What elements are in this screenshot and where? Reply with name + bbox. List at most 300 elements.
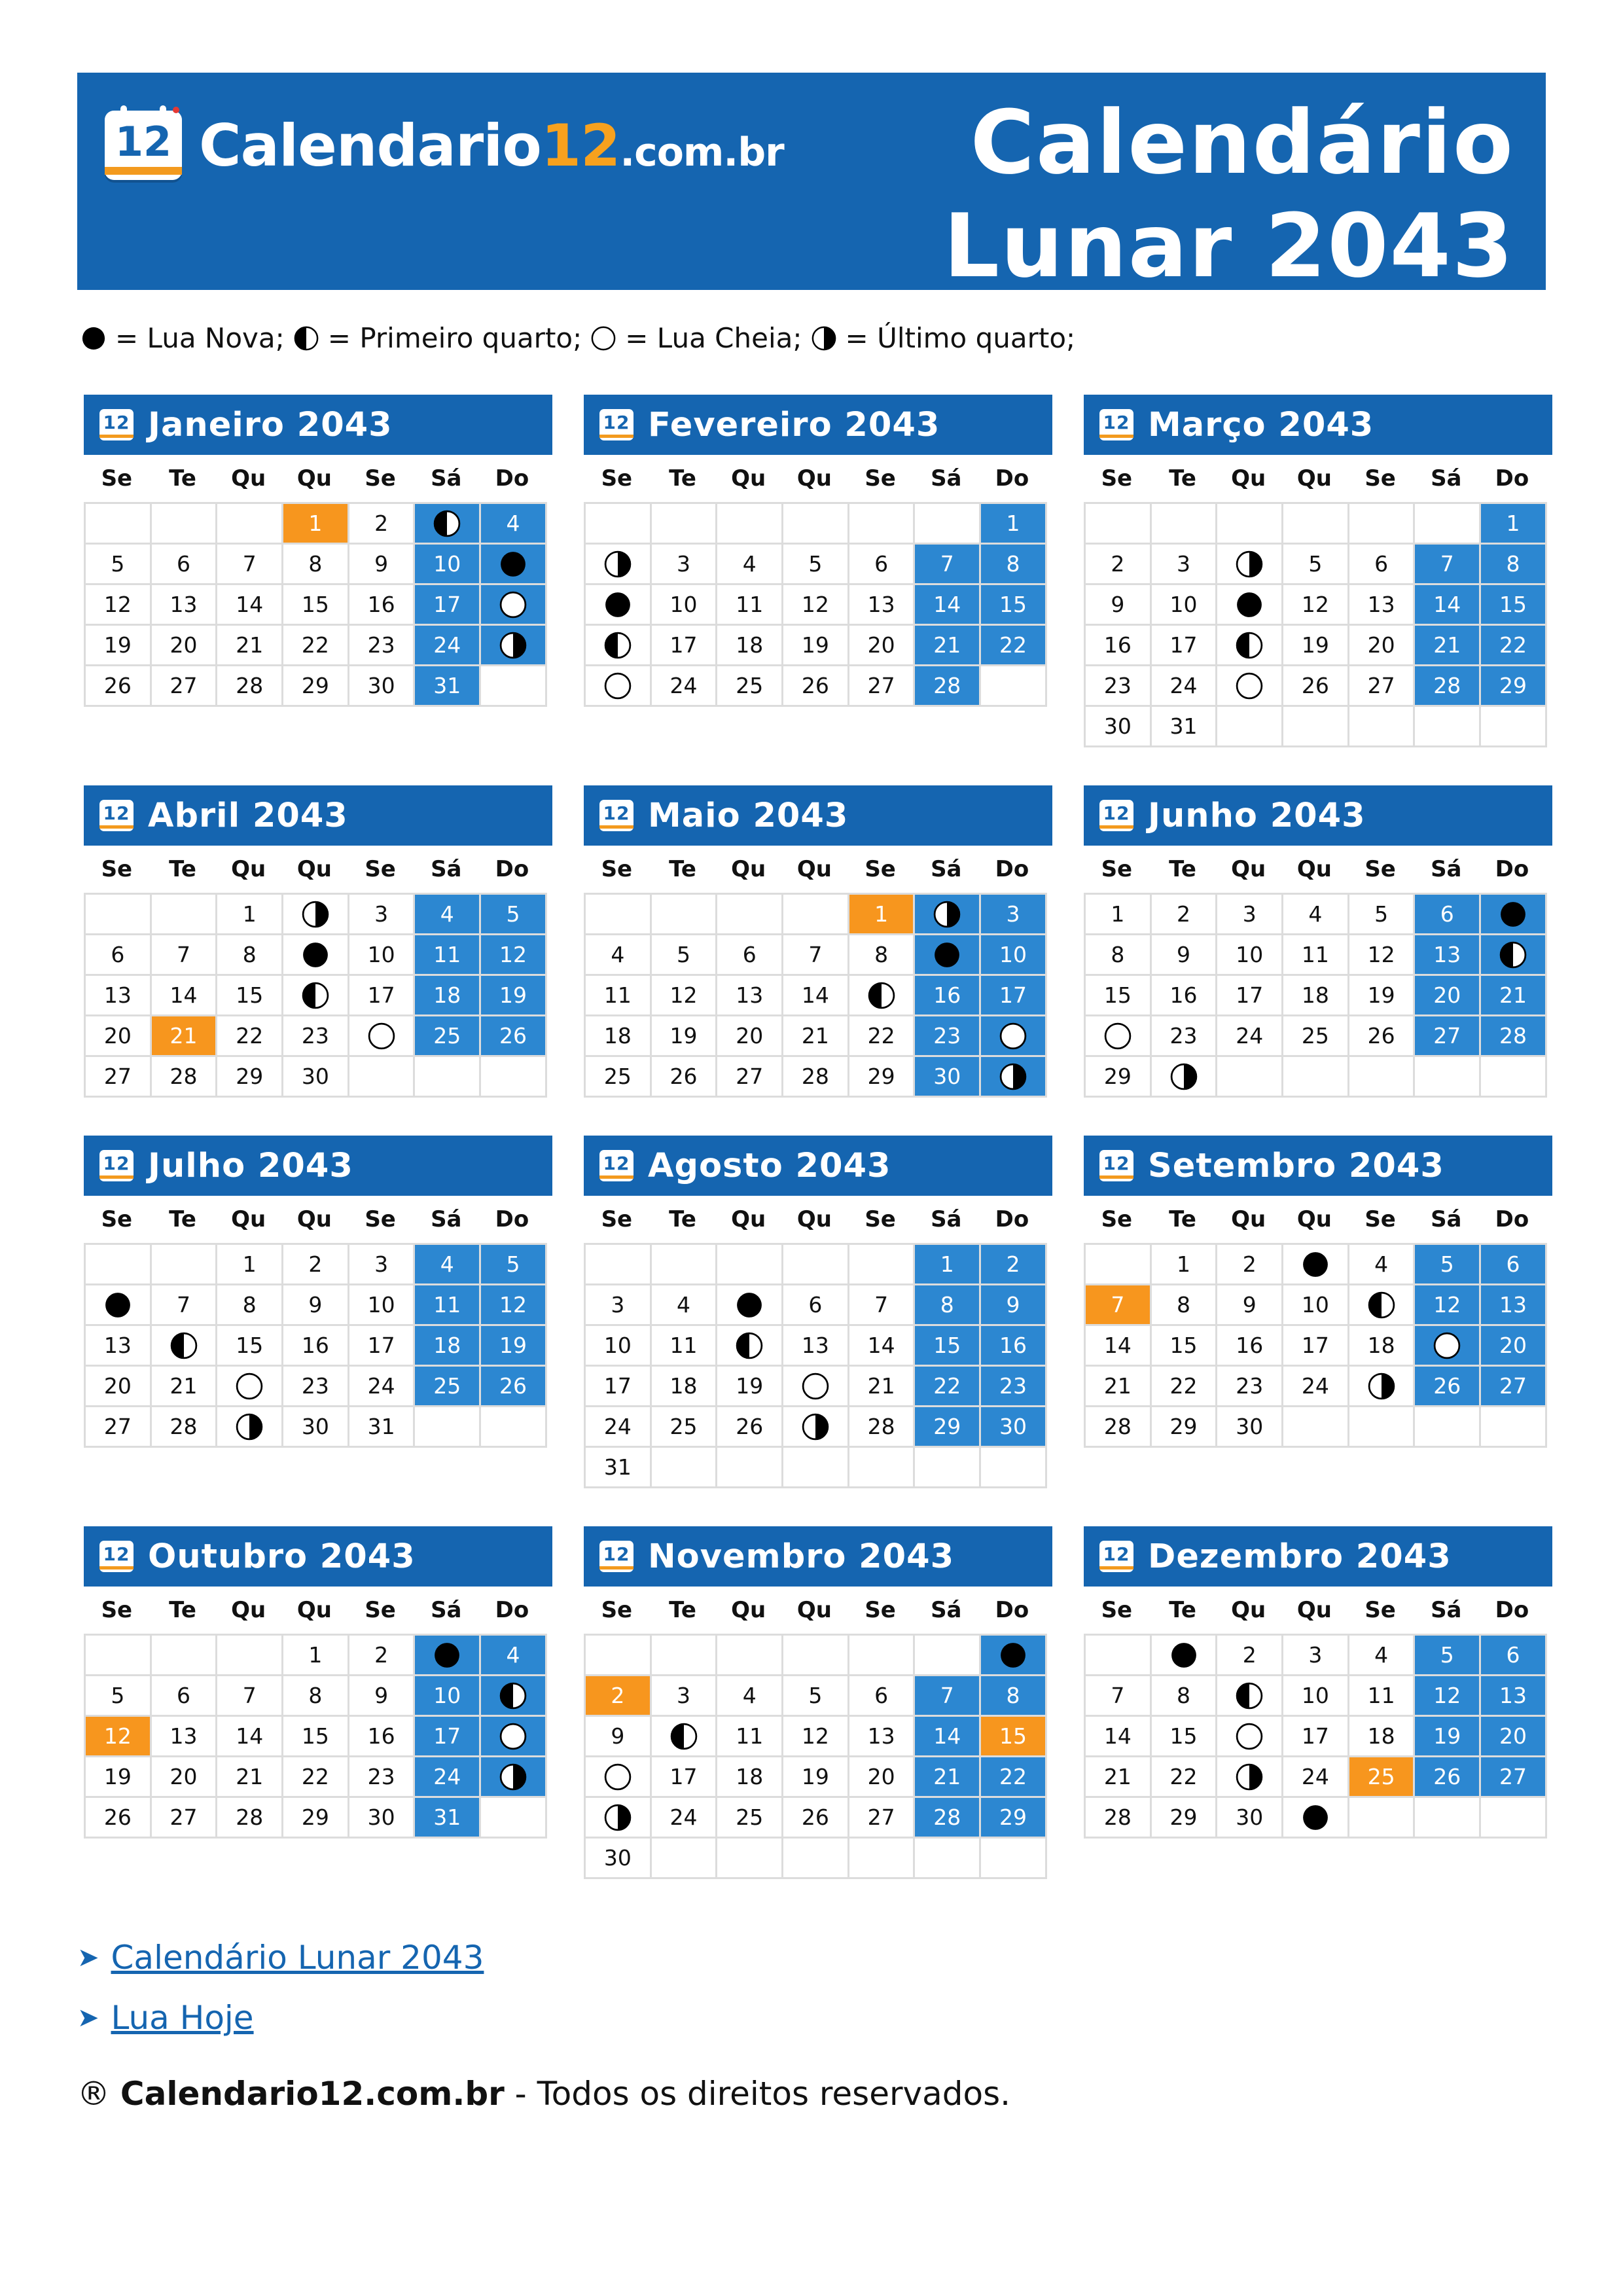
day-cell[interactable]: 19	[1349, 976, 1416, 1016]
day-cell[interactable]: 10	[349, 935, 416, 976]
day-cell[interactable]: 14	[1086, 1717, 1152, 1757]
day-cell[interactable]: 17	[415, 1717, 481, 1757]
day-cell[interactable]: 20	[152, 626, 218, 666]
day-cell[interactable]: 24	[586, 1407, 652, 1448]
day-cell[interactable]: 22	[1152, 1757, 1218, 1798]
day-cell[interactable]: 6	[1481, 1245, 1547, 1285]
day-cell[interactable]: 22	[1152, 1367, 1218, 1407]
day-cell[interactable]: 14	[849, 1326, 916, 1367]
day-cell[interactable]: 26	[783, 1798, 849, 1839]
day-cell[interactable]: 7	[915, 1676, 981, 1717]
link-lua-hoje[interactable]: Lua Hoje	[111, 1999, 254, 2037]
day-cell[interactable]	[283, 895, 349, 935]
day-cell[interactable]: 2	[349, 1636, 416, 1676]
day-cell[interactable]: 9	[283, 1285, 349, 1326]
day-cell[interactable]: 26	[1415, 1757, 1481, 1798]
day-cell[interactable]: 27	[1349, 666, 1416, 707]
day-cell[interactable]: 29	[1152, 1798, 1218, 1839]
day-cell[interactable]: 28	[1415, 666, 1481, 707]
day-cell[interactable]	[1152, 1057, 1218, 1098]
day-cell[interactable]: 16	[349, 585, 416, 626]
day-cell[interactable]: 26	[717, 1407, 783, 1448]
day-cell[interactable]: 30	[1217, 1407, 1283, 1448]
day-cell[interactable]	[1349, 1285, 1416, 1326]
day-cell[interactable]	[1152, 1636, 1218, 1676]
day-cell[interactable]: 17	[1217, 976, 1283, 1016]
day-cell[interactable]: 17	[1283, 1326, 1349, 1367]
day-cell[interactable]: 11	[586, 976, 652, 1016]
day-cell[interactable]: 6	[849, 545, 916, 585]
day-cell[interactable]	[1481, 935, 1547, 976]
link-calendario-lunar[interactable]: Calendário Lunar 2043	[111, 1939, 484, 1977]
day-cell[interactable]: 5	[86, 545, 152, 585]
day-cell[interactable]: 5	[481, 895, 547, 935]
day-cell[interactable]: 13	[1481, 1676, 1547, 1717]
day-cell[interactable]	[481, 1676, 547, 1717]
day-cell[interactable]	[981, 1636, 1047, 1676]
day-cell[interactable]: 10	[981, 935, 1047, 976]
day-cell[interactable]: 12	[86, 585, 152, 626]
day-cell[interactable]: 24	[652, 1798, 718, 1839]
day-cell[interactable]: 22	[283, 1757, 349, 1798]
day-cell[interactable]: 7	[1086, 1676, 1152, 1717]
day-cell[interactable]: 24	[1217, 1016, 1283, 1057]
day-cell[interactable]: 14	[217, 1717, 283, 1757]
day-cell[interactable]: 28	[152, 1407, 218, 1448]
day-cell[interactable]: 30	[283, 1407, 349, 1448]
day-cell[interactable]: 1	[283, 504, 349, 545]
day-cell[interactable]: 13	[152, 585, 218, 626]
day-cell[interactable]: 25	[415, 1367, 481, 1407]
day-cell[interactable]: 13	[1349, 585, 1416, 626]
day-cell[interactable]: 13	[849, 585, 916, 626]
day-cell[interactable]: 3	[652, 1676, 718, 1717]
day-cell[interactable]	[415, 1636, 481, 1676]
day-cell[interactable]: 16	[283, 1326, 349, 1367]
day-cell[interactable]: 26	[86, 1798, 152, 1839]
day-cell[interactable]: 16	[915, 976, 981, 1016]
day-cell[interactable]: 1	[981, 504, 1047, 545]
day-cell[interactable]: 27	[86, 1407, 152, 1448]
day-cell[interactable]: 19	[481, 976, 547, 1016]
day-cell[interactable]: 30	[349, 1798, 416, 1839]
day-cell[interactable]: 30	[283, 1057, 349, 1098]
day-cell[interactable]: 26	[1415, 1367, 1481, 1407]
day-cell[interactable]: 19	[1283, 626, 1349, 666]
day-cell[interactable]: 1	[915, 1245, 981, 1285]
day-cell[interactable]: 6	[86, 935, 152, 976]
day-cell[interactable]: 9	[586, 1717, 652, 1757]
day-cell[interactable]: 3	[1217, 895, 1283, 935]
day-cell[interactable]	[481, 626, 547, 666]
day-cell[interactable]: 13	[86, 1326, 152, 1367]
day-cell[interactable]	[915, 935, 981, 976]
day-cell[interactable]: 20	[86, 1367, 152, 1407]
day-cell[interactable]	[783, 1407, 849, 1448]
day-cell[interactable]: 14	[915, 1717, 981, 1757]
day-cell[interactable]: 8	[915, 1285, 981, 1326]
day-cell[interactable]: 22	[981, 626, 1047, 666]
day-cell[interactable]: 8	[1086, 935, 1152, 976]
day-cell[interactable]	[283, 976, 349, 1016]
day-cell[interactable]: 1	[217, 895, 283, 935]
day-cell[interactable]: 15	[1152, 1326, 1218, 1367]
day-cell[interactable]: 27	[152, 1798, 218, 1839]
day-cell[interactable]: 15	[915, 1326, 981, 1367]
day-cell[interactable]: 9	[349, 1676, 416, 1717]
day-cell[interactable]: 21	[217, 626, 283, 666]
day-cell[interactable]: 6	[783, 1285, 849, 1326]
day-cell[interactable]: 15	[981, 585, 1047, 626]
day-cell[interactable]: 20	[717, 1016, 783, 1057]
day-cell[interactable]: 24	[349, 1367, 416, 1407]
day-cell[interactable]: 19	[717, 1367, 783, 1407]
day-cell[interactable]	[586, 1798, 652, 1839]
day-cell[interactable]: 19	[86, 626, 152, 666]
day-cell[interactable]: 3	[652, 545, 718, 585]
day-cell[interactable]: 3	[349, 895, 416, 935]
day-cell[interactable]: 27	[849, 1798, 916, 1839]
day-cell[interactable]: 8	[217, 935, 283, 976]
day-cell[interactable]: 3	[586, 1285, 652, 1326]
day-cell[interactable]	[586, 1757, 652, 1798]
day-cell[interactable]	[1283, 1798, 1349, 1839]
day-cell[interactable]: 21	[1481, 976, 1547, 1016]
day-cell[interactable]: 13	[1415, 935, 1481, 976]
day-cell[interactable]: 21	[915, 626, 981, 666]
day-cell[interactable]: 31	[415, 666, 481, 707]
day-cell[interactable]: 7	[1086, 1285, 1152, 1326]
day-cell[interactable]: 7	[217, 545, 283, 585]
day-cell[interactable]: 28	[915, 1798, 981, 1839]
day-cell[interactable]: 4	[415, 1245, 481, 1285]
day-cell[interactable]: 20	[849, 626, 916, 666]
day-cell[interactable]: 29	[1481, 666, 1547, 707]
day-cell[interactable]: 11	[1283, 935, 1349, 976]
day-cell[interactable]: 15	[217, 1326, 283, 1367]
day-cell[interactable]: 29	[1152, 1407, 1218, 1448]
day-cell[interactable]	[586, 585, 652, 626]
day-cell[interactable]: 5	[1349, 895, 1416, 935]
day-cell[interactable]: 6	[849, 1676, 916, 1717]
day-cell[interactable]: 17	[586, 1367, 652, 1407]
day-cell[interactable]: 17	[349, 1326, 416, 1367]
day-cell[interactable]: 24	[652, 666, 718, 707]
day-cell[interactable]: 26	[652, 1057, 718, 1098]
day-cell[interactable]: 14	[915, 585, 981, 626]
day-cell[interactable]	[481, 585, 547, 626]
day-cell[interactable]	[481, 1757, 547, 1798]
day-cell[interactable]: 17	[652, 1757, 718, 1798]
day-cell[interactable]: 15	[283, 1717, 349, 1757]
day-cell[interactable]: 13	[152, 1717, 218, 1757]
day-cell[interactable]	[1086, 1016, 1152, 1057]
day-cell[interactable]: 27	[717, 1057, 783, 1098]
day-cell[interactable]: 29	[283, 1798, 349, 1839]
day-cell[interactable]: 12	[783, 1717, 849, 1757]
day-cell[interactable]: 4	[1349, 1245, 1416, 1285]
day-cell[interactable]	[915, 895, 981, 935]
day-cell[interactable]: 28	[1481, 1016, 1547, 1057]
day-cell[interactable]: 28	[217, 1798, 283, 1839]
day-cell[interactable]: 15	[981, 1717, 1047, 1757]
day-cell[interactable]: 11	[415, 1285, 481, 1326]
day-cell[interactable]: 11	[652, 1326, 718, 1367]
day-cell[interactable]: 22	[849, 1016, 916, 1057]
day-cell[interactable]: 11	[717, 1717, 783, 1757]
day-cell[interactable]: 31	[349, 1407, 416, 1448]
day-cell[interactable]: 2	[586, 1676, 652, 1717]
day-cell[interactable]: 22	[283, 626, 349, 666]
day-cell[interactable]: 7	[1415, 545, 1481, 585]
day-cell[interactable]: 29	[849, 1057, 916, 1098]
day-cell[interactable]: 27	[1481, 1367, 1547, 1407]
day-cell[interactable]	[1217, 1757, 1283, 1798]
day-cell[interactable]: 4	[586, 935, 652, 976]
day-cell[interactable]: 23	[915, 1016, 981, 1057]
day-cell[interactable]: 13	[86, 976, 152, 1016]
day-cell[interactable]: 28	[915, 666, 981, 707]
day-cell[interactable]: 9	[1217, 1285, 1283, 1326]
day-cell[interactable]	[981, 1057, 1047, 1098]
day-cell[interactable]: 1	[1086, 895, 1152, 935]
day-cell[interactable]: 18	[1349, 1717, 1416, 1757]
day-cell[interactable]: 12	[481, 1285, 547, 1326]
day-cell[interactable]: 4	[481, 504, 547, 545]
day-cell[interactable]: 15	[1481, 585, 1547, 626]
day-cell[interactable]: 9	[1152, 935, 1218, 976]
day-cell[interactable]: 24	[415, 626, 481, 666]
day-cell[interactable]: 19	[783, 1757, 849, 1798]
day-cell[interactable]: 30	[915, 1057, 981, 1098]
day-cell[interactable]: 22	[217, 1016, 283, 1057]
day-cell[interactable]: 4	[717, 1676, 783, 1717]
day-cell[interactable]: 12	[1283, 585, 1349, 626]
day-cell[interactable]: 8	[981, 545, 1047, 585]
day-cell[interactable]: 8	[217, 1285, 283, 1326]
day-cell[interactable]: 23	[349, 626, 416, 666]
day-cell[interactable]: 18	[1283, 976, 1349, 1016]
day-cell[interactable]	[1217, 585, 1283, 626]
day-cell[interactable]	[652, 1717, 718, 1757]
day-cell[interactable]: 17	[415, 585, 481, 626]
day-cell[interactable]: 4	[717, 545, 783, 585]
day-cell[interactable]: 10	[586, 1326, 652, 1367]
day-cell[interactable]: 23	[1152, 1016, 1218, 1057]
day-cell[interactable]: 1	[1152, 1245, 1218, 1285]
day-cell[interactable]: 6	[1481, 1636, 1547, 1676]
day-cell[interactable]: 10	[652, 585, 718, 626]
day-cell[interactable]: 28	[849, 1407, 916, 1448]
day-cell[interactable]	[1217, 1676, 1283, 1717]
day-cell[interactable]: 26	[783, 666, 849, 707]
day-cell[interactable]: 17	[652, 626, 718, 666]
day-cell[interactable]: 25	[415, 1016, 481, 1057]
day-cell[interactable]: 12	[1349, 935, 1416, 976]
day-cell[interactable]: 23	[283, 1367, 349, 1407]
day-cell[interactable]	[481, 1717, 547, 1757]
day-cell[interactable]: 9	[1086, 585, 1152, 626]
day-cell[interactable]: 15	[1152, 1717, 1218, 1757]
day-cell[interactable]: 7	[152, 1285, 218, 1326]
day-cell[interactable]	[349, 1016, 416, 1057]
day-cell[interactable]: 5	[652, 935, 718, 976]
day-cell[interactable]	[1481, 895, 1547, 935]
day-cell[interactable]: 10	[1152, 585, 1218, 626]
day-cell[interactable]: 20	[1415, 976, 1481, 1016]
day-cell[interactable]: 14	[217, 585, 283, 626]
day-cell[interactable]: 25	[586, 1057, 652, 1098]
day-cell[interactable]: 5	[86, 1676, 152, 1717]
day-cell[interactable]: 23	[1217, 1367, 1283, 1407]
day-cell[interactable]: 21	[1415, 626, 1481, 666]
day-cell[interactable]: 25	[652, 1407, 718, 1448]
day-cell[interactable]	[717, 1285, 783, 1326]
day-cell[interactable]: 2	[1152, 895, 1218, 935]
day-cell[interactable]: 14	[1086, 1326, 1152, 1367]
day-cell[interactable]: 18	[415, 976, 481, 1016]
day-cell[interactable]: 3	[981, 895, 1047, 935]
day-cell[interactable]	[481, 545, 547, 585]
day-cell[interactable]: 6	[717, 935, 783, 976]
day-cell[interactable]: 20	[1481, 1717, 1547, 1757]
day-cell[interactable]: 8	[283, 1676, 349, 1717]
day-cell[interactable]: 5	[1415, 1636, 1481, 1676]
day-cell[interactable]: 23	[1086, 666, 1152, 707]
day-cell[interactable]: 31	[415, 1798, 481, 1839]
day-cell[interactable]: 24	[1283, 1757, 1349, 1798]
day-cell[interactable]: 6	[1415, 895, 1481, 935]
day-cell[interactable]: 2	[1217, 1636, 1283, 1676]
day-cell[interactable]: 18	[1349, 1326, 1416, 1367]
day-cell[interactable]: 14	[152, 976, 218, 1016]
day-cell[interactable]	[1349, 1367, 1416, 1407]
day-cell[interactable]: 23	[981, 1367, 1047, 1407]
day-cell[interactable]: 1	[849, 895, 916, 935]
day-cell[interactable]: 11	[717, 585, 783, 626]
day-cell[interactable]: 7	[152, 935, 218, 976]
day-cell[interactable]: 16	[981, 1326, 1047, 1367]
day-cell[interactable]: 5	[783, 545, 849, 585]
day-cell[interactable]: 7	[849, 1285, 916, 1326]
day-cell[interactable]: 8	[1152, 1285, 1218, 1326]
day-cell[interactable]: 7	[217, 1676, 283, 1717]
day-cell[interactable]: 21	[783, 1016, 849, 1057]
day-cell[interactable]: 2	[981, 1245, 1047, 1285]
day-cell[interactable]: 17	[981, 976, 1047, 1016]
day-cell[interactable]: 1	[1481, 504, 1547, 545]
day-cell[interactable]: 7	[915, 545, 981, 585]
day-cell[interactable]: 31	[1152, 707, 1218, 747]
day-cell[interactable]: 20	[1349, 626, 1416, 666]
day-cell[interactable]: 20	[86, 1016, 152, 1057]
day-cell[interactable]: 21	[1086, 1367, 1152, 1407]
day-cell[interactable]: 13	[783, 1326, 849, 1367]
day-cell[interactable]: 21	[1086, 1757, 1152, 1798]
day-cell[interactable]: 13	[849, 1717, 916, 1757]
day-cell[interactable]: 12	[652, 976, 718, 1016]
day-cell[interactable]: 20	[152, 1757, 218, 1798]
day-cell[interactable]: 21	[152, 1367, 218, 1407]
day-cell[interactable]: 25	[717, 666, 783, 707]
day-cell[interactable]: 21	[915, 1757, 981, 1798]
day-cell[interactable]: 16	[1152, 976, 1218, 1016]
day-cell[interactable]: 20	[849, 1757, 916, 1798]
day-cell[interactable]: 22	[915, 1367, 981, 1407]
day-cell[interactable]: 25	[717, 1798, 783, 1839]
day-cell[interactable]: 10	[415, 545, 481, 585]
day-cell[interactable]: 10	[349, 1285, 416, 1326]
day-cell[interactable]: 17	[1152, 626, 1218, 666]
day-cell[interactable]: 1	[217, 1245, 283, 1285]
day-cell[interactable]: 18	[717, 626, 783, 666]
day-cell[interactable]: 18	[717, 1757, 783, 1798]
day-cell[interactable]: 16	[1086, 626, 1152, 666]
day-cell[interactable]: 31	[586, 1448, 652, 1488]
day-cell[interactable]: 2	[1217, 1245, 1283, 1285]
day-cell[interactable]: 15	[217, 976, 283, 1016]
day-cell[interactable]: 25	[1349, 1757, 1416, 1798]
day-cell[interactable]: 24	[1283, 1367, 1349, 1407]
day-cell[interactable]: 9	[981, 1285, 1047, 1326]
day-cell[interactable]: 30	[349, 666, 416, 707]
day-cell[interactable]: 9	[349, 545, 416, 585]
day-cell[interactable]	[586, 666, 652, 707]
day-cell[interactable]	[1217, 626, 1283, 666]
day-cell[interactable]: 28	[1086, 1798, 1152, 1839]
day-cell[interactable]: 8	[849, 935, 916, 976]
day-cell[interactable]: 5	[481, 1245, 547, 1285]
day-cell[interactable]: 27	[152, 666, 218, 707]
day-cell[interactable]: 10	[1283, 1676, 1349, 1717]
day-cell[interactable]: 6	[1349, 545, 1416, 585]
day-cell[interactable]: 24	[1152, 666, 1218, 707]
day-cell[interactable]: 13	[717, 976, 783, 1016]
day-cell[interactable]: 21	[849, 1367, 916, 1407]
day-cell[interactable]: 12	[1415, 1676, 1481, 1717]
day-cell[interactable]	[1415, 1326, 1481, 1367]
day-cell[interactable]: 7	[783, 935, 849, 976]
day-cell[interactable]: 30	[1217, 1798, 1283, 1839]
day-cell[interactable]	[152, 1326, 218, 1367]
day-cell[interactable]: 16	[349, 1717, 416, 1757]
day-cell[interactable]: 19	[1415, 1717, 1481, 1757]
day-cell[interactable]: 29	[915, 1407, 981, 1448]
day-cell[interactable]: 3	[349, 1245, 416, 1285]
day-cell[interactable]: 27	[1481, 1757, 1547, 1798]
day-cell[interactable]	[217, 1407, 283, 1448]
day-cell[interactable]: 29	[1086, 1057, 1152, 1098]
day-cell[interactable]	[1283, 1245, 1349, 1285]
day-cell[interactable]: 30	[586, 1839, 652, 1879]
day-cell[interactable]: 6	[152, 545, 218, 585]
day-cell[interactable]	[849, 976, 916, 1016]
day-cell[interactable]: 23	[349, 1757, 416, 1798]
day-cell[interactable]: 1	[283, 1636, 349, 1676]
site-logo[interactable]	[105, 109, 784, 181]
day-cell[interactable]: 19	[652, 1016, 718, 1057]
day-cell[interactable]: 8	[1152, 1676, 1218, 1717]
day-cell[interactable]: 29	[283, 666, 349, 707]
day-cell[interactable]: 30	[1086, 707, 1152, 747]
day-cell[interactable]: 8	[283, 545, 349, 585]
day-cell[interactable]: 11	[1349, 1676, 1416, 1717]
day-cell[interactable]	[1217, 1717, 1283, 1757]
day-cell[interactable]: 20	[1481, 1326, 1547, 1367]
day-cell[interactable]	[783, 1367, 849, 1407]
day-cell[interactable]: 25	[1283, 1016, 1349, 1057]
day-cell[interactable]: 18	[586, 1016, 652, 1057]
